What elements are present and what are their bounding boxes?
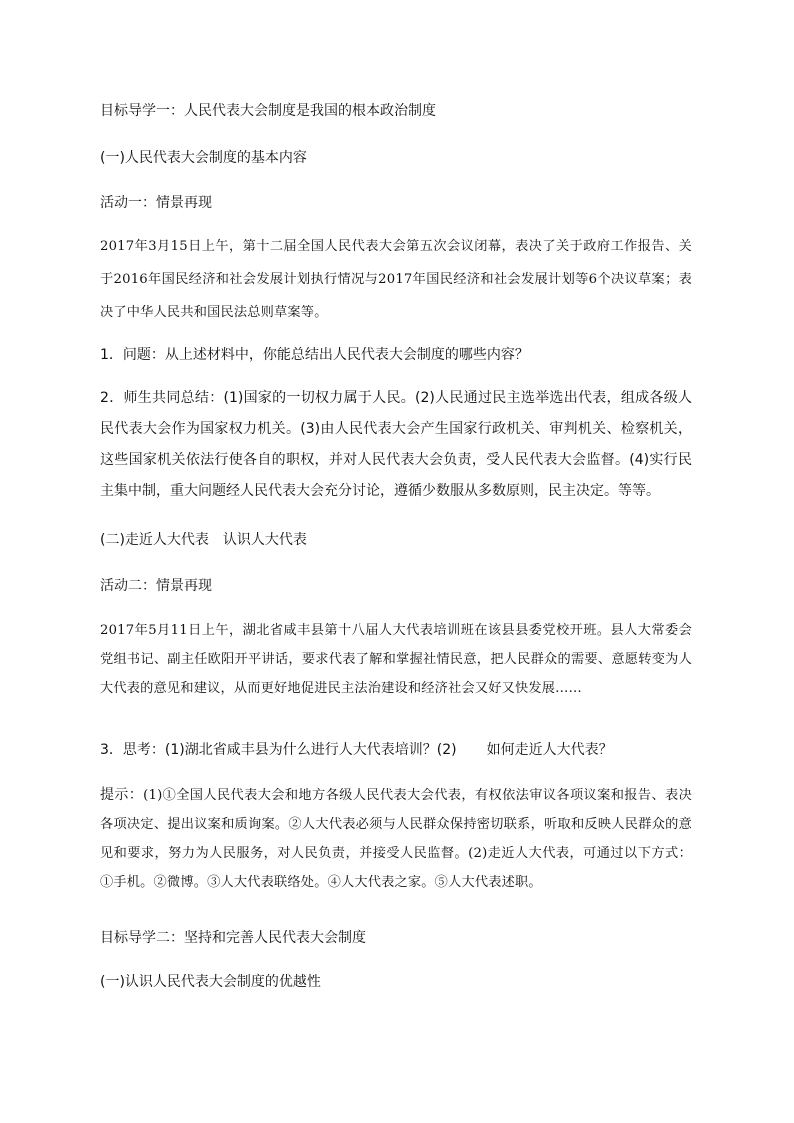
section3-heading: (一)认识人民代表大会制度的优越性: [100, 974, 321, 990]
goal1-heading: 目标导学一：人民代表大会制度是我国的根本政治制度: [100, 103, 436, 119]
question3-part2: 如何走近人大代表？: [486, 742, 613, 758]
section1-heading: (一)人民代表大会制度的基本内容: [100, 150, 307, 166]
question1: 1．问题：从上述材料中，你能总结出人民代表大会制度的哪些内容？: [100, 347, 529, 363]
section2-heading: (二)走近人大代表 认识人大代表: [100, 532, 307, 548]
hint-body: (1)①全国人民代表大会和地方各级人民代表大会代表，有权依法审议各项议案和报告、表决各项决定、提出议案和质询案。②人大代表必须与人民群众保持密切联系，听取和反映人民群众的意见和要求，努力为人民服务，对人民负责，并接受人民监督。(2)走近人大代表，可通过以下方式：①手机。②微博。③人大代表联络处。④人大代表之家。⑤人大代表述职。: [100, 788, 692, 890]
summary-paragraph: 2．师生共同总结：(1)国家的一切权力属于人民。(2)人民通过民主选举选出代表，组成各级人民代表大会作为国家权力机关。(3)由人民代表大会产生国家行政机关、审判机关、检察机关，这些国家机关依法行使各自的职权，并对人民代表大会负责，受人民代表大会监督。(4)实行民主集中制，重大问题经人民代表大会充分讨论，遵循少数服从多数原则，民主决定。等等。: [100, 390, 692, 499]
question3-part1: 3．思考：(1)湖北省咸丰县为什么进行人大代表培训？(2): [100, 742, 457, 758]
hint-paragraph: [100, 781, 692, 897]
material1-paragraph: 2017年3月15日上午，第十二届全国人民代表大会第五次会议闭幕，表决了关于政府工作报告、关于2016年国民经济和社会发展计划执行情况与2017年国民经济和社会发展计划等6个决议草案；表决了中华人民共和国民法总则草案等。: [100, 239, 692, 320]
goal2-heading: 目标导学二：坚持和完善人民代表大会制度: [100, 930, 366, 946]
hint-label: 提示：: [100, 787, 144, 803]
activity2-title: 活动二：情景再现: [100, 578, 212, 594]
activity1-title: 活动一：情景再现: [100, 195, 212, 211]
question3: [100, 740, 613, 760]
material2-paragraph: 2017年5月11日上午，湖北省咸丰县第十八届人大代表培训班在该县县委党校开班。县人大常委会党组书记、副主任欧阳开平讲话，要求代表了解和掌握社情民意，把人民群众的需要、意愿转变为人大代表的意见和建议，从而更好地促进民主法治建设和经济社会又好又快发展……: [100, 623, 692, 696]
